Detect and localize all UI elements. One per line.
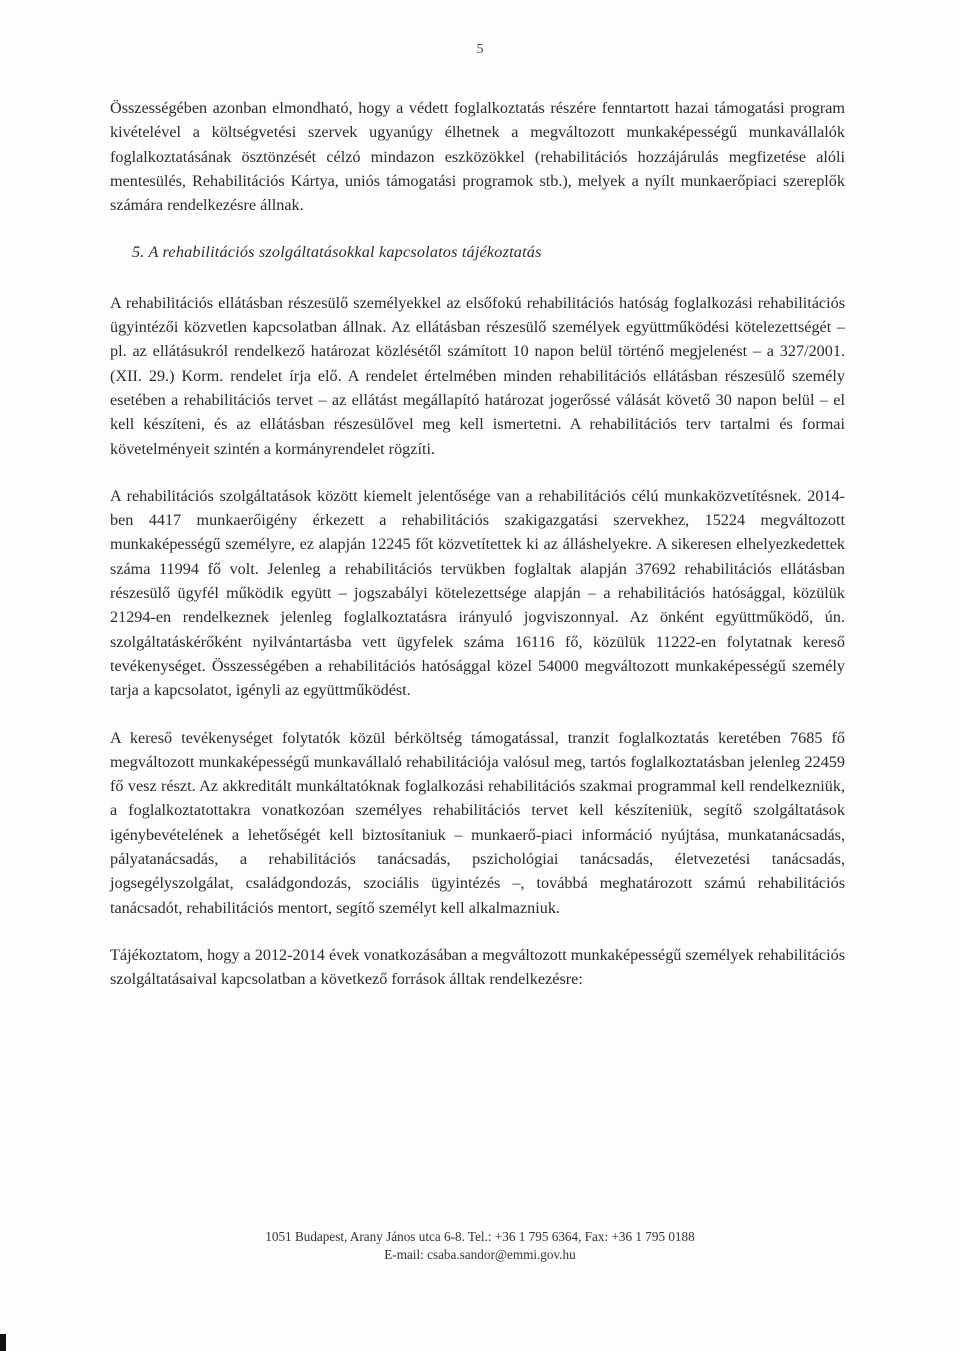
- document-body: [110, 96, 845, 992]
- scan-edge-mark: [0, 1334, 6, 1351]
- paragraph-job-placement: A rehabilitációs szolgáltatások között kiemelt jelentősége van a rehabilitációs célú munkaközvetítésnek. 2014-ben 4417 munkaerőigény érkezett a rehabilitációs szakigazgatási szervekhez, 15224 megváltozott munkaképességű személyre, ez alapján 12245 főt közvetítettek ki az álláshelyekre. A sikeresen elhelyezkedettek száma 11994 fő volt. Jelenleg a rehabilitációs tervükben foglaltak alapján 37692 rehabilitációs ellátásban részesülő ügyfél működik együtt – jogszabályi kötelezettsége alapján – a rehabilitációs hatósággal, közülük 21294-en rendelkeznek jelenleg foglalkoztatásra irányuló jogviszonnyal. Az önként együttműködő, ún. szolgáltatáskérőként nyilvántartásba vett ügyfelek száma 16116 fő, közülük 11222-en folytatnak kereső tevékenységet. Összességében a rehabilitációs hatósággal közel 54000 megváltozott munkaképességű személy tarja a kapcsolatot, igényli az együttműködést.: [110, 486, 845, 700]
- footer-email: E-mail: csaba.sandor@emmi.gov.hu: [384, 1247, 576, 1262]
- paragraph-funding-intro: Tájékoztatom, hogy a 2012-2014 évek vonatkozásában a megváltozott munkaképességű személyek rehabilitációs szolgáltatásaival kapcsolatban a következő források álltak rendelkezésre:: [110, 945, 845, 989]
- paragraph-employment: A kereső tevékenységet folytatók közül bérköltség támogatással, tranzit foglalkoztatás keretében 7685 fő megváltozott munkaképességű munkavállaló rehabilitációja valósul meg, tartós foglalkoztatásban jelenleg 22459 fő vesz részt. Az akkreditált munkáltatóknak foglalkozási rehabilitációs szakmai programmal kell rendelkezniük, a foglalkoztatottakra vonatkozóan személyes rehabilitációs tervet kell készíteniük, segítő szolgáltatások igénybevételének a lehetőségét kell biztosítaniuk – munkaerő-piaci információ nyújtása, munkatanácsadás, pályatanácsadás, a rehabilitációs tanácsadás, pszichológiai tanácsadás, életvezetési tanácsadás, jogsegélyszolgálat, családgondozás, szociális ügyintézés –, továbbá meghatározott számú rehabilitációs tanácsadót, rehabilitációs mentort, segítő személyt kell alkalmazniuk.: [110, 728, 845, 917]
- section-heading: 5. A rehabilitációs szolgáltatásokkal kapcsolatos tájékoztatás: [132, 243, 542, 262]
- footer-address: 1051 Budapest, Arany János utca 6-8. Tel.: +36 1 795 6364, Fax: +36 1 795 0188: [265, 1229, 695, 1244]
- page-footer: [0, 1228, 960, 1264]
- paragraph-summary: Összességében azonban elmondható, hogy a védett foglalkoztatás részére fenntartott hazai támogatási program kivételével a költségvetési szervek ugyanúgy élhetnek a megváltozott munkaképességű munkavállalók foglalkoztatásának ösztönzését célzó mindazon eszközökkel (rehabilitációs hozzájárulás megfizetése alóli mentesülés, Rehabilitációs Kártya, uniós támogatási programok stb.), melyek a nyílt munkaerőpiaci szereplők számára rendelkezésre állnak.: [110, 99, 845, 215]
- paragraph-rehabilitation-care: A rehabilitációs ellátásban részesülő személyekkel az elsőfokú rehabilitációs hatóság foglalkozási rehabilitációs ügyintézői közvetlen kapcsolatban állnak. Az ellátásban részesülő személyek együttműködési kötelezettségét – pl. az ellátásukról rendelkező határozat közlésétől számított 10 napon belül történő megjelenést – a 327/2001. (XII. 29.) Korm. rendelet írja elő. A rendelet értelmében minden rehabilitációs ellátásban részesülő személy esetében a rehabilitációs tervet – az ellátást megállapító határozat jogerőssé válását követő 30 napon belül – el kell készíteni, és az ellátásban részesülővel meg kell ismertetni. A rehabilitációs terv tartalmi és formai követelményeit szintén a kormányrendelet rögzíti.: [110, 293, 845, 458]
- page-number: 5: [476, 42, 484, 57]
